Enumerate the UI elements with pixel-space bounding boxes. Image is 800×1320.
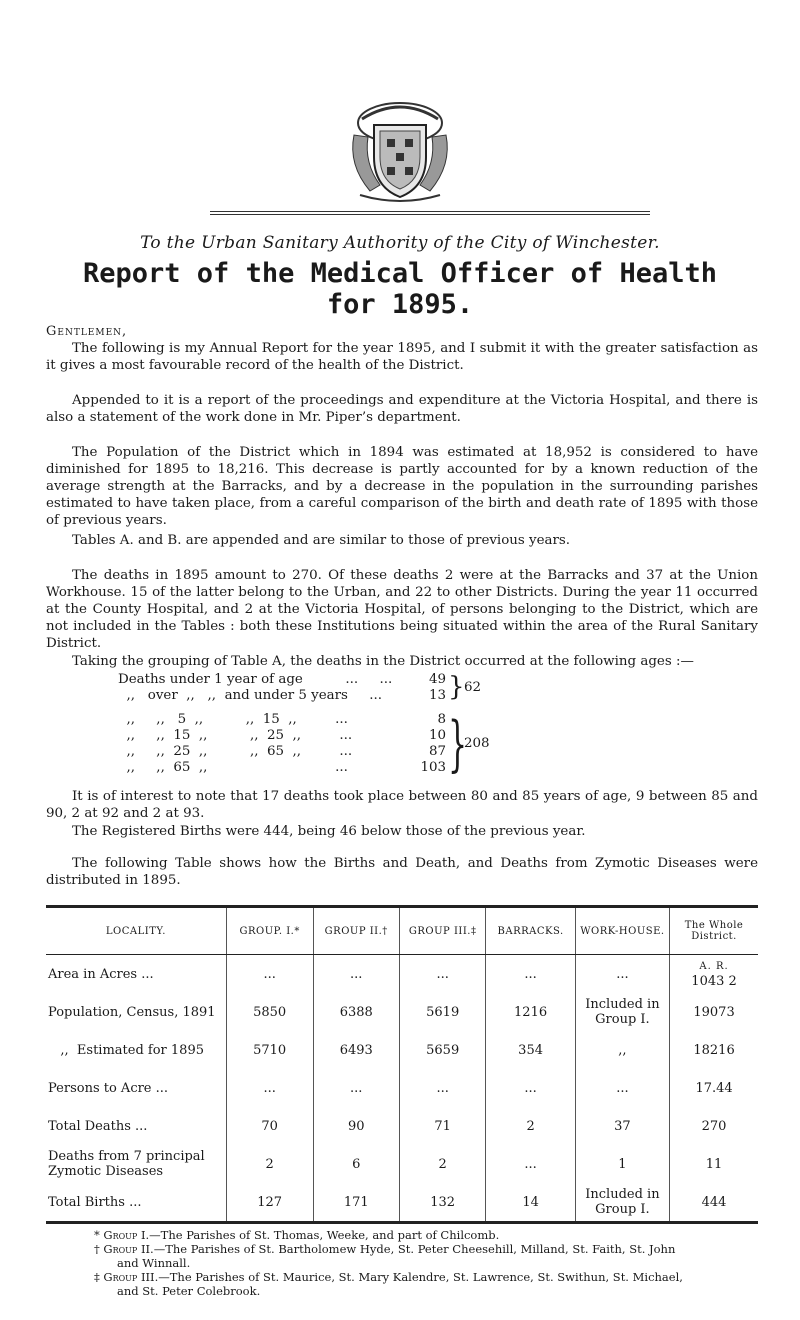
- report-title-line: Report of the Medical Officer of Health: [83, 258, 717, 289]
- paragraph: The Population of the District which in 1894 was estimated at 18,952 is considered to have diminished for 1895 to 18,216. This decrease is partly accounted for by a known reduction of the average strength at the Barracks, and by a decrease in the population in the surrounding parishes estimated to have taken place, from a careful comparison of the birth and death rate of 1895 with those of previous years.: [46, 445, 758, 528]
- table-cell: 132: [399, 1183, 485, 1223]
- column-header: WORK-HOUSE.: [575, 907, 669, 955]
- header-rule: [210, 214, 650, 215]
- paragraph: The following Table shows how the Births and Death, and Deaths from Zymotic Diseases were distributed in 1895.: [46, 856, 758, 888]
- table-cell: ...: [399, 1069, 485, 1107]
- paragraph: Appended to it is a report of the proceedings and expenditure at the Victoria Hospital, and there is also a statement of the work done in Mr. Piper’s department.: [46, 393, 758, 425]
- table-cell: ...: [575, 955, 669, 994]
- table-cell: 5619: [399, 993, 485, 1031]
- table-row: [46, 955, 758, 994]
- table-cell: ...: [226, 1069, 313, 1107]
- table-cell: Persons to Acre ...: [48, 1080, 169, 1096]
- age-value: 13: [428, 688, 446, 703]
- report-title-line: for 1895.: [326, 289, 474, 320]
- paragraph: The following is my Annual Report for the year 1895, and I submit it with the greater satisfaction as it gives a most favourable record of the health of the District.: [46, 341, 758, 373]
- table-cell: 6: [313, 1145, 399, 1183]
- salutation: Gentlemen,: [46, 324, 128, 339]
- table-cell: ,, Estimated for 1895: [48, 1042, 204, 1058]
- paragraph: Tables A. and B. are appended and are similar to those of previous years.: [72, 533, 571, 548]
- footnote-continuation: and Winnall.: [117, 1256, 191, 1270]
- table-cell: ...: [486, 1145, 575, 1183]
- footnote-text: II.—The Parishes of St. Bartholomew Hyde, St. Peter Cheesehill, Milland, St. Faith, St. John: [140, 1242, 676, 1256]
- table-cell: ...: [399, 955, 485, 994]
- age-label: ,, ,, 65 ,, ...: [118, 760, 348, 775]
- footnote: [94, 1270, 774, 1284]
- table-cell: 14: [486, 1183, 575, 1223]
- footnote: [94, 1228, 774, 1242]
- paragraph: Taking the grouping of Table A, the deaths in the District occurred at the following ages :—: [72, 654, 694, 669]
- table-cell: ...: [486, 955, 575, 994]
- table-cell: [670, 955, 758, 994]
- age-group-total: 208: [464, 736, 490, 751]
- table-cell: 90: [313, 1107, 399, 1145]
- table-cell: Deaths from 7 principal Zymotic Diseases: [48, 1149, 205, 1179]
- age-group-total: 62: [464, 680, 482, 695]
- column-header: LOCALITY.: [46, 907, 226, 955]
- table-cell: 270: [670, 1107, 758, 1145]
- age-value: 103: [420, 760, 446, 775]
- table-cell: ...: [575, 1069, 669, 1107]
- table-cell: ...: [313, 955, 399, 994]
- table-cell: 71: [399, 1107, 485, 1145]
- table-cell: 444: [670, 1183, 758, 1223]
- address-line: To the Urban Sanitary Authority of the City of Winchester.: [140, 233, 660, 253]
- table-cell: Total Deaths ...: [48, 1118, 148, 1134]
- column-header: BARRACKS.: [486, 907, 575, 955]
- age-label: ,, ,, 25 ,, ,, 65 ,, ...: [118, 744, 353, 759]
- paragraph: The deaths in 1895 amount to 270. Of these deaths 2 were at the Barracks and 37 at the Union Workhouse. 15 of the latter belong to the Urban, and 22 to other Districts. During the year 11 occurred at the County Hospital, and 2 at the Victoria Hospital, of persons belonging to the District, which are not included in the Tables : both these Institutions being situated within the area of the Rural Sanitary District.: [46, 568, 758, 651]
- column-header: GROUP. I.*: [226, 907, 313, 955]
- footnote-text: I.—The Parishes of St. Thomas, Weeke, and part of Chilcomb.: [140, 1228, 500, 1242]
- table-cell: 19073: [670, 993, 758, 1031]
- footnote-key: Group: [103, 1242, 138, 1256]
- distribution-table: [46, 905, 758, 1224]
- table-cell: 17.44: [670, 1069, 758, 1107]
- age-value: 87: [428, 744, 446, 759]
- area-value: 1043 2: [691, 974, 737, 989]
- table-cell: ...: [486, 1069, 575, 1107]
- table-cell: 11: [670, 1145, 758, 1183]
- paragraph: It is of interest to note that 17 deaths took place between 80 and 85 years of age, 9 between 85 and 90, 2 at 92 and 2 at 93.: [46, 789, 758, 821]
- table-cell: 127: [226, 1183, 313, 1223]
- column-header: The Whole District.: [670, 907, 758, 955]
- footnote-key: Group: [103, 1270, 138, 1284]
- column-header: GROUP III.‡: [399, 907, 485, 955]
- table-header-row: [46, 907, 758, 955]
- table-cell: 5850: [226, 993, 313, 1031]
- age-label: ,, over ,, ,, and under 5 years ...: [118, 688, 382, 703]
- table-row: [46, 1069, 758, 1107]
- table-cell: 37: [575, 1107, 669, 1145]
- column-header: GROUP II.†: [313, 907, 399, 955]
- footnote-mark: †: [94, 1242, 100, 1256]
- table-cell: Included in Group I.: [575, 1183, 669, 1223]
- table-cell: 18216: [670, 1031, 758, 1069]
- table-row: [46, 993, 758, 1031]
- brace: }: [448, 672, 465, 702]
- table-cell: 1: [575, 1145, 669, 1183]
- paragraph: The Registered Births were 444, being 46 below those of the previous year.: [72, 824, 586, 839]
- table-cell: 5710: [226, 1031, 313, 1069]
- footnote-mark: ‡: [94, 1270, 100, 1284]
- table-cell: 5659: [399, 1031, 485, 1069]
- table-cell: 171: [313, 1183, 399, 1223]
- footnote-key: Group: [103, 1228, 138, 1242]
- city-crest-emblem: [340, 95, 460, 205]
- table-cell: 6388: [313, 993, 399, 1031]
- age-label: ,, ,, 15 ,, ,, 25 ,, ...: [118, 728, 353, 743]
- table-cell: ...: [226, 955, 313, 994]
- table-cell: 2: [399, 1145, 485, 1183]
- footnote-continuation: and St. Peter Colebrook.: [117, 1284, 261, 1298]
- table-cell: 2: [486, 1107, 575, 1145]
- age-value: 10: [428, 728, 446, 743]
- table-cell: 1216: [486, 993, 575, 1031]
- area-unit-header: A. R.: [699, 961, 729, 972]
- table-row: [46, 1145, 758, 1183]
- age-label: Deaths under 1 year of age ... ...: [118, 672, 393, 687]
- table-row: [46, 1107, 758, 1145]
- footnotes: [94, 1228, 774, 1298]
- table-cell: 70: [226, 1107, 313, 1145]
- age-label: ,, ,, 5 ,, ,, 15 ,, ...: [118, 712, 348, 727]
- brace: }: [448, 709, 468, 779]
- footnote-mark: *: [94, 1228, 100, 1242]
- table-cell: 2: [226, 1145, 313, 1183]
- table-cell: ,,: [575, 1031, 669, 1069]
- table-cell: 6493: [313, 1031, 399, 1069]
- table-cell: Included in Group I.: [575, 993, 669, 1031]
- report-title: [0, 258, 800, 320]
- header-rule: [210, 211, 650, 212]
- footnote: [94, 1242, 774, 1256]
- table-cell: Total Births ...: [48, 1194, 142, 1210]
- footnote-text: III.—The Parishes of St. Maurice, St. Mary Kalendre, St. Lawrence, St. Swithun, St. Michael,: [140, 1270, 683, 1284]
- age-value: 8: [437, 712, 446, 727]
- table-cell: ...: [313, 1069, 399, 1107]
- table-cell: 354: [486, 1031, 575, 1069]
- table-cell: Area in Acres ...: [48, 966, 154, 982]
- table-row: [46, 1183, 758, 1223]
- table-row: [46, 1031, 758, 1069]
- table-cell: Population, Census, 1891: [48, 1004, 216, 1020]
- age-value: 49: [428, 672, 446, 687]
